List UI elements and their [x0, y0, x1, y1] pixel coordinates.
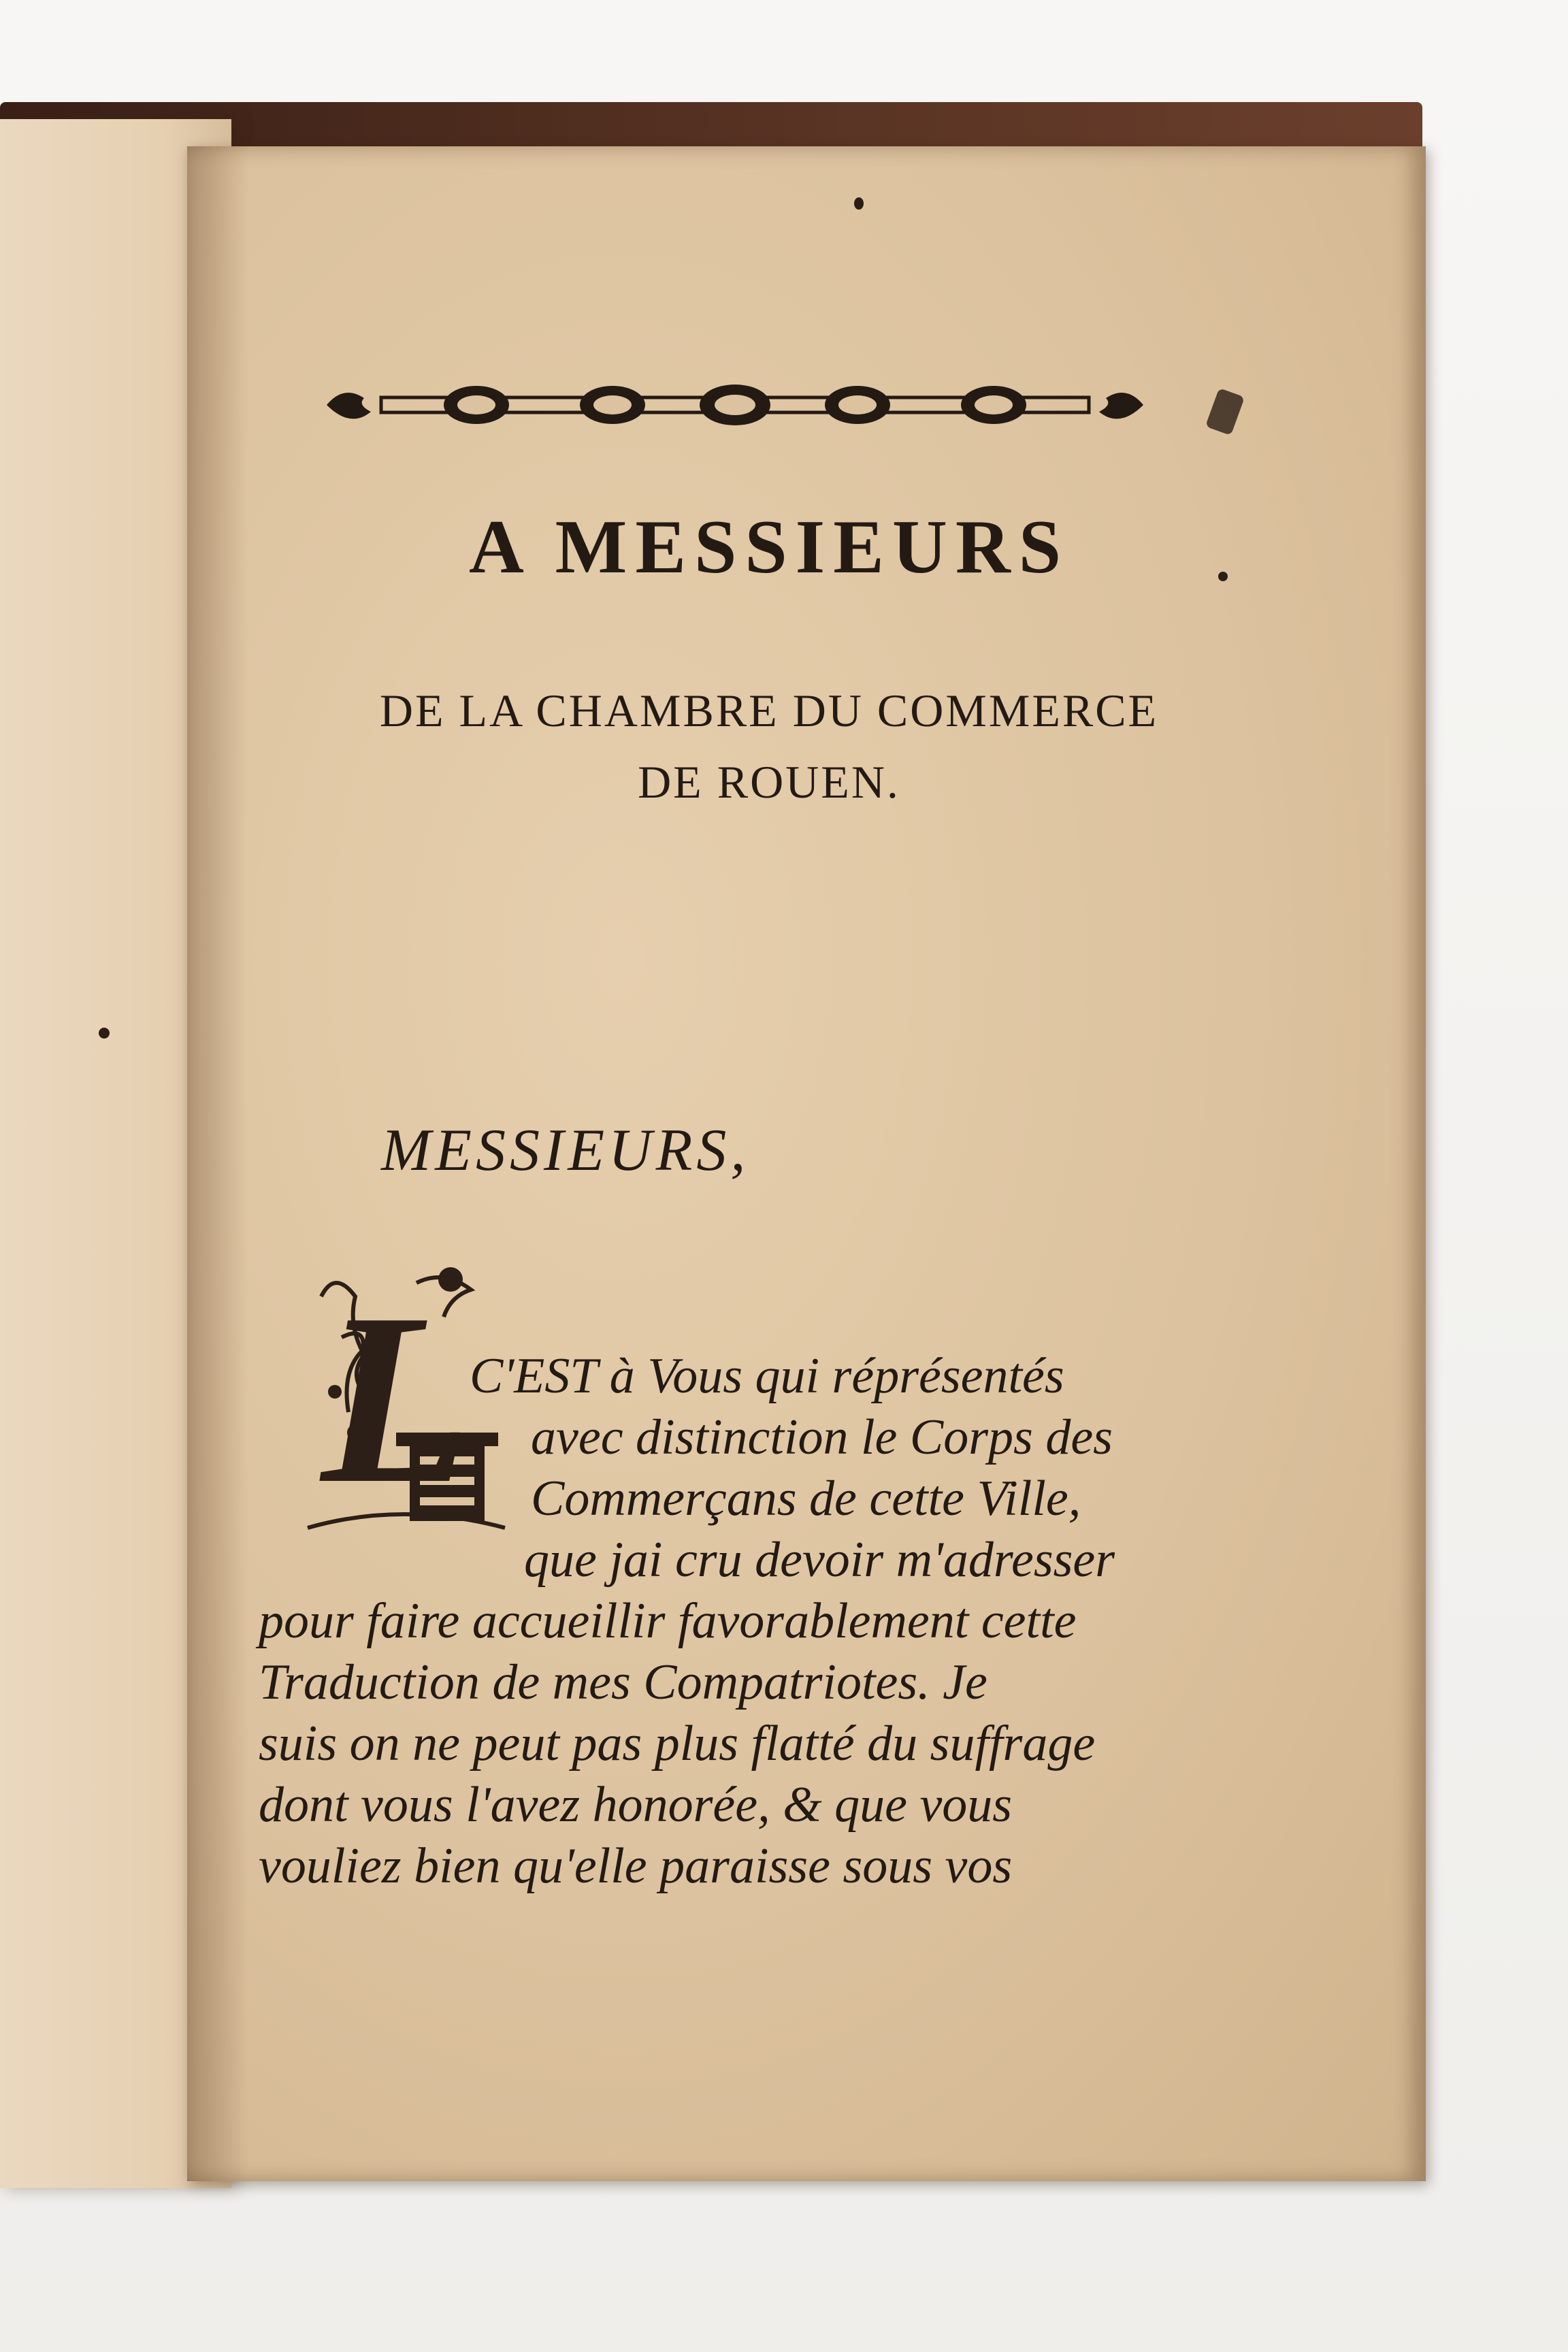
body-line: C'EST à Vous qui réprésentés: [470, 1348, 1064, 1404]
body-line: vouliez bien qu'elle paraisse sous vos: [259, 1838, 1013, 1894]
subtitle-line-2: DE ROUEN.: [638, 756, 900, 808]
body-line: Traduction de mes Compatriotes. Je: [259, 1654, 987, 1710]
page-gutter-shadow: [187, 146, 248, 2181]
subtitle-line-1: DE LA CHAMBRE DU COMMERCE: [379, 685, 1159, 736]
salutation: MESSIEURS,: [381, 1117, 750, 1183]
ink-speck: [1218, 572, 1228, 581]
body-line: dont vous l'avez honorée, & que vous: [259, 1777, 1013, 1833]
body-line: suis on ne peut pas plus flatté du suffrage: [259, 1716, 1096, 1771]
body-line: avec distinction le Corps des: [531, 1409, 1113, 1465]
ink-speck: [99, 1028, 110, 1039]
body-line: pour faire accueillir favorablement cette: [259, 1593, 1077, 1649]
floral-headpiece-ornament-icon: [320, 381, 1150, 429]
page-title: A MESSIEURS: [468, 505, 1070, 589]
ink-speck: [854, 197, 864, 210]
body-line: Commerçans de cette Ville,: [531, 1471, 1081, 1526]
body-line: que jai cru devoir m'adresser: [524, 1532, 1115, 1588]
drop-cap-letter: L: [321, 1262, 471, 1534]
